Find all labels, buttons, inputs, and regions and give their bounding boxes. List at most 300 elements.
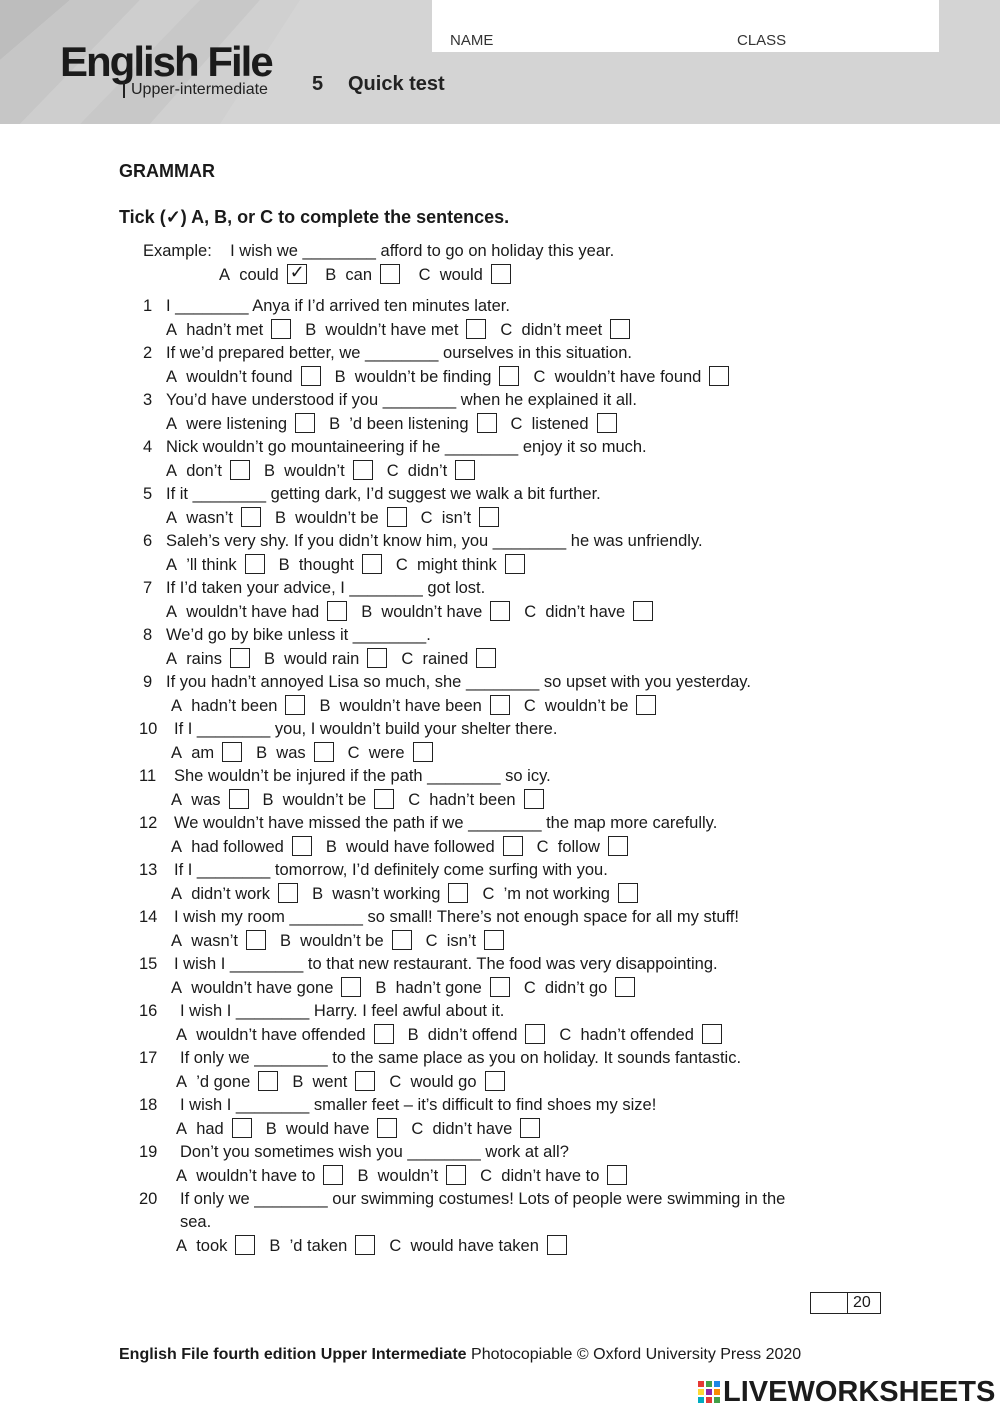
option-letter: B <box>262 791 274 809</box>
checkbox-q8-a[interactable] <box>230 648 250 668</box>
checkbox-q5-a[interactable] <box>241 507 261 527</box>
option-text: rains <box>186 650 222 668</box>
question-number: 17 <box>139 1049 158 1067</box>
checkbox-q17-b[interactable] <box>355 1071 375 1091</box>
checkbox-q11-b[interactable] <box>374 789 394 809</box>
option-text: would have <box>285 1120 370 1138</box>
question-number: 4 <box>143 438 153 456</box>
question-number: 2 <box>143 344 153 362</box>
question-number: 3 <box>143 391 153 409</box>
option-c <box>533 366 729 387</box>
option-b <box>335 366 520 387</box>
question-options <box>166 366 743 387</box>
logo-title: English File <box>60 38 272 85</box>
option-letter: B <box>325 838 337 856</box>
class-label: CLASS <box>737 32 787 49</box>
option-letter: C <box>395 556 408 574</box>
option-text: didn’t meet <box>521 321 603 339</box>
score-total: 20 <box>853 1294 871 1311</box>
option-a <box>171 836 312 857</box>
option-text: had followed <box>191 838 284 856</box>
question-options <box>176 1024 736 1045</box>
checkbox-q6-c[interactable] <box>505 554 525 574</box>
option-letter: B <box>375 979 387 997</box>
question-number: 11 <box>139 767 157 785</box>
question-number: 18 <box>139 1096 158 1114</box>
option-letter: A <box>166 603 178 621</box>
option-b <box>375 977 509 998</box>
question-number: 12 <box>139 814 158 832</box>
option-letter: C <box>510 415 523 433</box>
option-a <box>171 742 242 763</box>
brand-grid-icon <box>698 1379 720 1403</box>
example-option-c: C would <box>419 264 511 285</box>
option-a <box>171 883 298 904</box>
question-options <box>171 742 447 763</box>
checkbox-q14-c[interactable] <box>484 930 504 950</box>
question-sentence: We wouldn’t have missed the path if we ________ the map more carefully. <box>174 814 718 832</box>
checkbox-q13-a[interactable] <box>278 883 298 903</box>
section-title: GRAMMAR <box>119 161 215 181</box>
question-sentence: Nick wouldn’t go mountaineering if he ________ enjoy it so much. <box>166 438 647 456</box>
option-text: wasn’t <box>186 509 233 527</box>
option-text: wouldn’t have <box>381 603 483 621</box>
option-text: didn’t <box>407 462 448 480</box>
question-options <box>176 1071 519 1092</box>
question-options <box>171 930 518 951</box>
option-b <box>357 1165 466 1186</box>
name-label: NAME <box>450 32 494 49</box>
option-letter: A <box>166 462 178 480</box>
question-number: 20 <box>139 1190 158 1208</box>
question-options <box>171 695 670 716</box>
option-b <box>264 460 373 481</box>
question-number: 9 <box>143 673 153 691</box>
option-letter: A <box>166 509 178 527</box>
checkbox-q15-b[interactable] <box>490 977 510 997</box>
question-options <box>166 648 510 669</box>
option-c <box>482 883 637 904</box>
option-a <box>166 601 347 622</box>
example-line <box>143 241 614 261</box>
option-a <box>171 977 361 998</box>
checkbox-q16-b[interactable] <box>525 1024 545 1044</box>
option-b <box>279 554 382 575</box>
option-text: ’d been listening <box>349 415 469 433</box>
question-number: 8 <box>143 626 153 644</box>
option-text: didn’t have to <box>501 1167 600 1185</box>
footer-title: English File fourth edition Upper Intermediate <box>119 1346 467 1363</box>
option-a <box>176 1024 394 1045</box>
option-text: hadn’t gone <box>395 979 482 997</box>
checkbox-q4-b[interactable] <box>353 460 373 480</box>
option-letter: B <box>269 1237 281 1255</box>
score-box <box>810 1292 881 1314</box>
option-text: ’d taken <box>289 1237 348 1255</box>
checkbox-q2-c[interactable] <box>709 366 729 386</box>
question-sentence: If you hadn’t annoyed Lisa so much, she ________ so upset with you yesterday. <box>166 673 751 691</box>
question-number: 10 <box>139 720 158 738</box>
option-letter: A <box>171 932 183 950</box>
option-letter: A <box>166 415 178 433</box>
unit-title: Quick test <box>348 73 445 95</box>
checkbox-q9-c[interactable] <box>636 695 656 715</box>
checkbox-q3-b[interactable] <box>477 413 497 433</box>
checkbox-q16-a[interactable] <box>374 1024 394 1044</box>
option-a <box>166 554 265 575</box>
option-text: was <box>276 744 306 762</box>
option-a <box>176 1235 255 1256</box>
option-a <box>166 366 321 387</box>
checkbox-q15-c[interactable] <box>615 977 635 997</box>
checkbox-q6-a[interactable] <box>245 554 265 574</box>
question-options <box>176 1165 641 1186</box>
footer-copyright <box>119 1346 801 1364</box>
option-c <box>524 601 653 622</box>
example-option-b: B can <box>325 264 400 285</box>
option-letter: C <box>523 697 536 715</box>
page-header <box>0 0 1000 124</box>
option-letter: B <box>292 1073 304 1091</box>
option-letter: C <box>389 1073 402 1091</box>
option-text: follow <box>557 838 600 856</box>
option-letter: C <box>524 603 537 621</box>
option-text: listened <box>531 415 589 433</box>
checkbox-q4-a[interactable] <box>230 460 250 480</box>
checkbox-q1-a[interactable] <box>271 319 291 339</box>
option-text: wouldn’t be <box>282 791 367 809</box>
option-text: rained <box>422 650 469 668</box>
option-b <box>280 930 412 951</box>
question-sentence: I wish my room ________ so small! There’s not enough space for all my stuff! <box>174 908 739 926</box>
option-c <box>524 695 657 716</box>
option-letter: A <box>176 1073 188 1091</box>
option-c <box>500 319 630 340</box>
question-sentence: I wish I ________ smaller feet – it’s difficult to find shoes my size! <box>180 1096 657 1114</box>
option-b <box>319 695 509 716</box>
option-letter: C <box>389 1237 402 1255</box>
checkbox-q3-a[interactable] <box>295 413 315 433</box>
footer-rest: Photocopiable © Oxford University Press 2020 <box>466 1346 802 1363</box>
option-letter: A <box>171 979 183 997</box>
option-letter: A <box>176 1167 188 1185</box>
question-sentence: You’d have understood if you ________ when he explained it all. <box>166 391 637 409</box>
question-number: 5 <box>143 485 153 503</box>
option-letter: C <box>420 509 433 527</box>
option-text: were <box>368 744 405 762</box>
option-b <box>408 1024 546 1045</box>
checkbox-q2-b[interactable] <box>499 366 519 386</box>
checkbox-q7-a[interactable] <box>327 601 347 621</box>
question-sentence: I wish I ________ to that new restaurant. The food was very disappointing. <box>174 955 718 973</box>
checkbox-q7-b[interactable] <box>490 601 510 621</box>
option-b <box>264 648 387 669</box>
option-text: ’d gone <box>196 1073 251 1091</box>
option-text: hadn’t been <box>191 697 278 715</box>
option-a <box>176 1118 252 1139</box>
question-sentence: I ________ Anya if I’d arrived ten minutes later. <box>166 297 510 315</box>
checkbox-q16-c[interactable] <box>702 1024 722 1044</box>
option-b <box>275 507 407 528</box>
checkbox-q10-c[interactable] <box>413 742 433 762</box>
example-checkbox-a[interactable] <box>287 264 307 284</box>
question-sentence: Saleh’s very shy. If you didn’t know him, you ________ he was unfriendly. <box>166 532 703 550</box>
option-a <box>166 460 250 481</box>
checkbox-q1-b[interactable] <box>466 319 486 339</box>
question-sentence: If I ________ tomorrow, I’d definitely come surfing with you. <box>174 861 608 879</box>
checkbox-q20-a[interactable] <box>235 1235 255 1255</box>
option-text: took <box>196 1237 228 1255</box>
option-c <box>408 789 543 810</box>
option-text: didn’t have <box>545 603 626 621</box>
question-sentence: She wouldn’t be injured if the path ________ so icy. <box>174 767 551 785</box>
question-options <box>166 554 539 575</box>
checkbox-q10-a[interactable] <box>222 742 242 762</box>
option-text: wouldn’t <box>284 462 345 480</box>
option-text: was <box>191 791 221 809</box>
example-sentence: I wish we ________ afford to go on holiday this year. <box>230 242 615 260</box>
question-options <box>166 460 489 481</box>
option-c <box>389 1235 567 1256</box>
checkbox-q17-a[interactable] <box>258 1071 278 1091</box>
option-letter: B <box>274 509 286 527</box>
option-letter: B <box>263 462 275 480</box>
option-text: wasn’t working <box>332 885 441 903</box>
option-b <box>361 601 510 622</box>
option-text: wouldn’t be <box>295 509 379 527</box>
checkbox-q12-a[interactable] <box>292 836 312 856</box>
option-text: wouldn’t <box>377 1167 439 1185</box>
checkbox-q8-b[interactable] <box>367 648 387 668</box>
option-text: would go <box>410 1073 477 1091</box>
option-letter: C <box>386 462 399 480</box>
question-sentence: We’d go by bike unless it ________. <box>166 626 431 644</box>
question-number: 13 <box>139 861 158 879</box>
option-letter: C <box>559 1026 572 1044</box>
option-text: isn’t <box>441 509 472 527</box>
option-text: wouldn’t have gone <box>191 979 334 997</box>
option-a <box>166 507 261 528</box>
checkbox-q7-c[interactable] <box>633 601 653 621</box>
checkbox-q3-c[interactable] <box>597 413 617 433</box>
option-letter: C <box>347 744 360 762</box>
option-text: wouldn’t have offended <box>196 1026 366 1044</box>
option-letter: B <box>329 415 341 433</box>
option-b <box>256 742 334 763</box>
checkbox-q9-a[interactable] <box>285 695 305 715</box>
option-b <box>266 1118 398 1139</box>
checkbox-q1-c[interactable] <box>610 319 630 339</box>
question-options <box>166 319 644 340</box>
option-c <box>387 460 476 481</box>
option-c <box>421 507 499 528</box>
question-options <box>171 883 652 904</box>
option-c <box>511 413 617 434</box>
option-text: didn’t go <box>544 979 608 997</box>
checkbox-q4-c[interactable] <box>455 460 475 480</box>
option-b <box>269 1235 375 1256</box>
example-checkbox-c[interactable] <box>491 264 511 284</box>
option-text: wouldn’t found <box>186 368 293 386</box>
option-a <box>166 413 315 434</box>
unit-number: 5 <box>312 73 324 95</box>
logo-subtitle: Upper-intermediate <box>123 82 268 98</box>
option-text: wouldn’t be finding <box>354 368 492 386</box>
option-letter: B <box>361 603 373 621</box>
option-text: wasn’t <box>191 932 238 950</box>
checkbox-q20-c[interactable] <box>547 1235 567 1255</box>
question-sentence: Don’t you sometimes wish you ________ work at all? <box>180 1143 569 1161</box>
question-sentence: If we’d prepared better, we ________ ourselves in this situation. <box>166 344 632 362</box>
checkbox-q19-b[interactable] <box>446 1165 466 1185</box>
question-number: 16 <box>139 1002 158 1020</box>
question-options <box>176 1235 581 1256</box>
score-divider <box>847 1293 848 1313</box>
question-options <box>166 601 667 622</box>
option-text: isn’t <box>446 932 477 950</box>
example-options <box>219 264 525 285</box>
instruction: Tick (✓) A, B, or C to complete the sentences. <box>119 207 510 227</box>
option-a <box>166 319 291 340</box>
option-letter: A <box>166 321 178 339</box>
question-sentence: If it ________ getting dark, I’d suggest we walk a bit further. <box>166 485 601 503</box>
option-letter: C <box>482 885 495 903</box>
option-a <box>166 648 250 669</box>
question-number: 15 <box>139 955 158 973</box>
option-b <box>326 836 523 857</box>
option-letter: B <box>357 1167 369 1185</box>
brand-text: LIVEWORKSHEETS <box>723 1376 996 1408</box>
option-letter: B <box>263 650 275 668</box>
option-text: wouldn’t be <box>300 932 384 950</box>
checkbox-q12-b[interactable] <box>503 836 523 856</box>
option-text: didn’t have <box>432 1120 513 1138</box>
option-b <box>329 413 496 434</box>
option-text: would have taken <box>410 1237 539 1255</box>
option-letter: B <box>407 1026 419 1044</box>
option-text: didn’t offend <box>427 1026 518 1044</box>
question-options <box>176 1118 554 1139</box>
question-sentence: If I ________ you, I wouldn’t build your shelter there. <box>174 720 558 738</box>
option-c <box>480 1165 627 1186</box>
question-number: 1 <box>143 297 153 315</box>
checkbox-q11-c[interactable] <box>524 789 544 809</box>
option-c <box>524 977 635 998</box>
checkbox-q18-a[interactable] <box>232 1118 252 1138</box>
option-text: ’ll think <box>186 556 237 574</box>
option-text: might think <box>416 556 497 574</box>
question-number: 19 <box>139 1143 158 1161</box>
option-text: ’m not working <box>503 885 610 903</box>
option-letter: B <box>279 932 291 950</box>
checkbox-q19-c[interactable] <box>607 1165 627 1185</box>
option-text: hadn’t been <box>429 791 516 809</box>
option-letter: B <box>305 321 317 339</box>
option-c <box>559 1024 722 1045</box>
option-b <box>305 319 486 340</box>
question-number: 14 <box>139 908 158 926</box>
option-letter: B <box>334 368 346 386</box>
option-letter: C <box>533 368 546 386</box>
tick-mark: ✓ <box>289 262 305 282</box>
option-text: hadn’t met <box>186 321 264 339</box>
option-c <box>537 836 628 857</box>
option-letter: A <box>166 650 178 668</box>
checkbox-q17-c[interactable] <box>485 1071 505 1091</box>
question-options <box>171 789 558 810</box>
checkbox-q18-b[interactable] <box>377 1118 397 1138</box>
option-text: hadn’t offended <box>580 1026 694 1044</box>
option-letter: C <box>536 838 549 856</box>
checkbox-q10-b[interactable] <box>314 742 334 762</box>
option-letter: C <box>411 1120 424 1138</box>
checkbox-q9-b[interactable] <box>490 695 510 715</box>
question-sentence: I wish I ________ Harry. I feel awful about it. <box>180 1002 505 1020</box>
option-text: am <box>191 744 215 762</box>
checkbox-q5-c[interactable] <box>479 507 499 527</box>
option-text: wouldn’t have to <box>196 1167 316 1185</box>
checkbox-q11-a[interactable] <box>229 789 249 809</box>
example-label: Example: <box>143 242 212 260</box>
checkbox-q8-c[interactable] <box>476 648 496 668</box>
option-text: didn’t work <box>191 885 271 903</box>
checkbox-q6-b[interactable] <box>362 554 382 574</box>
option-letter: A <box>166 556 178 574</box>
question-options <box>166 507 513 528</box>
option-letter: B <box>319 697 331 715</box>
liveworksheets-brand <box>698 1376 995 1409</box>
checkbox-q14-a[interactable] <box>246 930 266 950</box>
checkbox-q18-c[interactable] <box>520 1118 540 1138</box>
option-letter: A <box>176 1237 188 1255</box>
option-letter: A <box>171 885 183 903</box>
checkbox-q19-a[interactable] <box>323 1165 343 1185</box>
checkbox-q12-c[interactable] <box>608 836 628 856</box>
option-letter: C <box>401 650 414 668</box>
option-c <box>389 1071 504 1092</box>
option-letter: A <box>171 838 183 856</box>
question-number: 7 <box>143 579 153 597</box>
option-c <box>348 742 433 763</box>
option-letter: B <box>278 556 290 574</box>
question-options <box>171 977 649 998</box>
checkbox-q15-a[interactable] <box>341 977 361 997</box>
checkbox-q20-b[interactable] <box>355 1235 375 1255</box>
question-number: 6 <box>143 532 153 550</box>
option-a <box>171 930 266 951</box>
question-sentence: If I’d taken your advice, I ________ got lost. <box>166 579 486 597</box>
question-sentence-continued: sea. <box>180 1213 212 1231</box>
option-letter: A <box>176 1120 188 1138</box>
option-text: wouldn’t have met <box>325 321 459 339</box>
example-checkbox-b[interactable] <box>380 264 400 284</box>
checkbox-q13-c[interactable] <box>618 883 638 903</box>
checkbox-q5-b[interactable] <box>387 507 407 527</box>
option-text: would have followed <box>346 838 495 856</box>
option-text: wouldn’t have found <box>554 368 702 386</box>
option-text: wouldn’t be <box>544 697 629 715</box>
checkbox-q13-b[interactable] <box>448 883 468 903</box>
question-sentence: If only we ________ our swimming costumes! Lots of people were swimming in the <box>180 1190 786 1208</box>
option-c <box>396 554 525 575</box>
name-class-box <box>432 0 939 52</box>
option-letter: A <box>176 1026 188 1044</box>
checkbox-q2-a[interactable] <box>301 366 321 386</box>
option-b <box>312 883 468 904</box>
checkbox-q14-b[interactable] <box>392 930 412 950</box>
option-letter: A <box>171 791 183 809</box>
option-text: thought <box>298 556 354 574</box>
